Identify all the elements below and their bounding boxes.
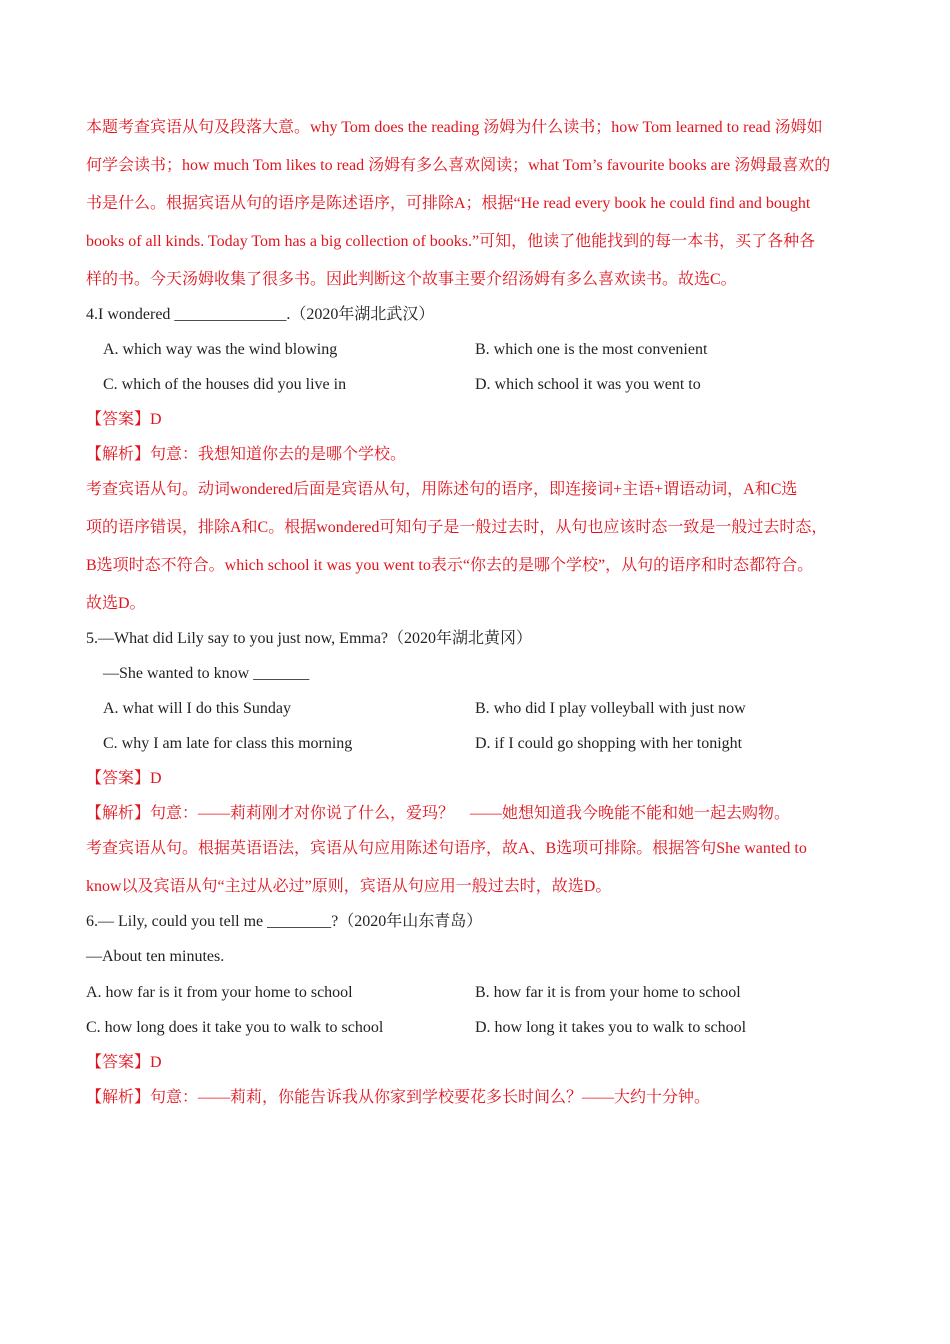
question-5-option-b: B. who did I play volleyball with just now [475, 700, 746, 717]
question-5-explanation-line-1: 考查宾语从句。根据英语语法，宾语从句应用陈述句语序，故A、B选项可排除。根据答句She wanted to [86, 840, 807, 857]
question-6-stem: 6.— Lily, could you tell me ________?（2020年山东青岛） [86, 913, 483, 930]
question-4-stem: 4.I wondered ______________.（2020年湖北武汉） [86, 306, 435, 323]
question-6-option-b: B. how far it is from your home to school [475, 984, 741, 1001]
question-5-explanation-line-2: know以及宾语从句“主过从必过”原则，宾语从句应用一般过去时，故选D。 [86, 878, 612, 895]
question-6-stem-reply: —About ten minutes. [86, 948, 225, 965]
question-5-analysis: 【解析】句意：——莉莉刚才对你说了什么，爱玛？ ——她想知道我今晚能不能和她一起去购物。 [86, 805, 791, 822]
intro-explanation-line-2: 何学会读书；how much Tom likes to read 汤姆有多么喜欢阅读；what Tom’s favourite books are 汤姆最喜欢的 [86, 157, 831, 174]
question-6-answer: 【答案】D [86, 1054, 162, 1071]
question-5-option-c: C. why I am late for class this morning [103, 735, 353, 752]
question-4-explanation-line-2: 项的语序错误，排除A和C。根据wondered可知句子是一般过去时，从句也应该时态一致是一般过去时态， [86, 519, 828, 536]
question-5-option-d: D. if I could go shopping with her tonight [475, 735, 743, 752]
intro-explanation-line-3: 书是什么。根据宾语从句的语序是陈述语序，可排除A；根据“He read every book he could find and bought [86, 195, 811, 212]
question-4-analysis: 【解析】句意：我想知道你去的是哪个学校。 [86, 446, 407, 463]
question-4-explanation-line-3: B选项时态不符合。which school it was you went to表示“你去的是哪个学校”，从句的语序和时态都符合。 [86, 557, 814, 574]
question-6-option-a: A. how far is it from your home to school [86, 984, 353, 1001]
intro-explanation-line-1: 本题考查宾语从句及段落大意。why Tom does the reading 汤姆为什么读书；how Tom learned to read 汤姆如 [86, 119, 823, 136]
question-4-explanation-line-1: 考查宾语从句。动词wondered后面是宾语从句，用陈述句的语序，即连接词+主语+谓语动词，A和C选 [86, 481, 798, 498]
question-4-answer: 【答案】D [86, 411, 162, 428]
question-6-option-d: D. how long it takes you to walk to school [475, 1019, 747, 1036]
question-4-option-c: C. which of the houses did you live in [103, 376, 347, 393]
question-4-explanation-line-4: 故选D。 [86, 595, 146, 612]
question-5-answer: 【答案】D [86, 770, 162, 787]
question-4-option-a: A. which way was the wind blowing [103, 341, 338, 358]
question-6-option-c: C. how long does it take you to walk to school [86, 1019, 384, 1036]
intro-explanation-line-5: 样的书。今天汤姆收集了很多书。因此判断这个故事主要介绍汤姆有多么喜欢读书。故选C。 [86, 271, 737, 288]
question-4-option-b: B. which one is the most convenient [475, 341, 708, 358]
question-4-option-d: D. which school it was you went to [475, 376, 701, 393]
question-6-analysis: 【解析】句意：——莉莉，你能告诉我从你家到学校要花多长时间么？——大约十分钟。 [86, 1089, 711, 1106]
question-5-option-a: A. what will I do this Sunday [103, 700, 291, 717]
question-5-stem: 5.—What did Lily say to you just now, Emma?（2020年湖北黄冈） [86, 630, 533, 647]
question-5-stem-reply: —She wanted to know _______ [103, 665, 310, 682]
intro-explanation-line-4: books of all kinds. Today Tom has a big collection of books.”可知，他读了他能找到的每一本书，买了各种各 [86, 233, 816, 250]
